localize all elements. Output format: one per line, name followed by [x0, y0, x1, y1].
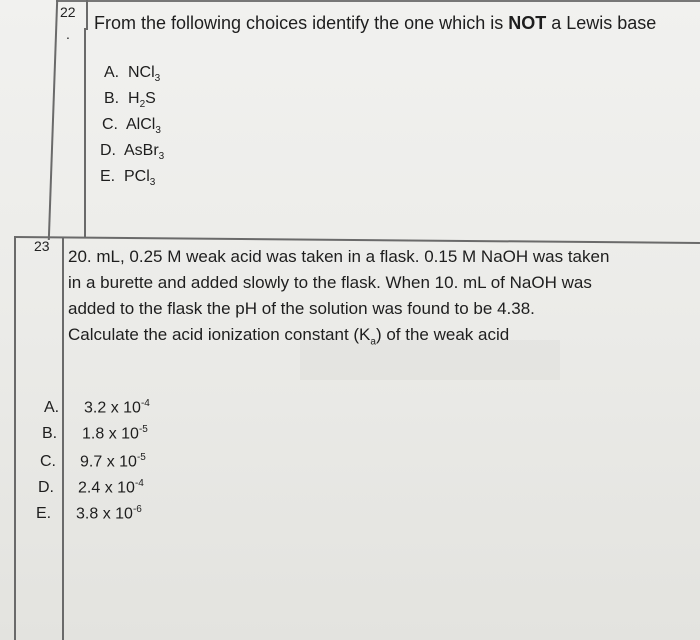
- option-formula: PCl: [124, 168, 150, 185]
- answer-exponent: -6: [132, 504, 142, 515]
- answer-letter: E.: [36, 505, 52, 523]
- option-letter: E.: [100, 168, 116, 185]
- question-separator-line: [14, 236, 700, 244]
- answer-letter: D.: [38, 479, 54, 497]
- q23-answer-c[interactable]: [40, 452, 146, 471]
- answer-exponent: -4: [140, 398, 150, 409]
- option-letter: A.: [104, 64, 120, 81]
- option-subscript: 3: [155, 125, 161, 137]
- answer-letter: A.: [44, 399, 60, 417]
- answer-value: 3.8 x 10: [76, 505, 133, 523]
- ka-subscript: a: [370, 336, 376, 348]
- q22-number-divider: [86, 0, 88, 30]
- q22-option-b[interactable]: [104, 90, 156, 110]
- option-formula: AsBr: [124, 142, 159, 159]
- option-formula: H: [128, 90, 140, 107]
- q23-answer-d[interactable]: [38, 478, 144, 497]
- question-22-text: [94, 10, 656, 36]
- answer-value: 9.7 x 10: [80, 453, 137, 471]
- line-4-end: ) of the weak acid: [375, 325, 510, 344]
- q23-answer-b[interactable]: [42, 424, 148, 443]
- top-border-line: [56, 0, 700, 2]
- option-letter: C.: [102, 116, 118, 133]
- option-subscript: 2: [139, 99, 146, 111]
- question-22-dot: .: [66, 26, 70, 42]
- question-23-text: [68, 244, 610, 355]
- answer-exponent: -4: [134, 478, 144, 489]
- line-4-start: Calculate the acid ionization constant (K: [68, 325, 371, 344]
- q23-answer-e[interactable]: [36, 504, 142, 523]
- question-23-number: 23: [34, 238, 50, 254]
- left-margin-line: [48, 0, 58, 240]
- option-subscript: 3: [158, 151, 165, 163]
- answer-letter: C.: [40, 453, 56, 471]
- question-22-emphasis: NOT: [508, 13, 547, 33]
- q22-column-divider: [84, 28, 86, 238]
- option-subscript: 3: [154, 73, 161, 85]
- question-23-line-1: 20. mL, 0.25 M weak acid was taken in a flask. 0.15 M NaOH was taken: [68, 247, 610, 266]
- question-23-line-4: [68, 322, 588, 355]
- option-subscript: 3: [149, 177, 156, 189]
- question-22-text-end: a Lewis base: [546, 13, 657, 33]
- left-margin-line-lower: [14, 238, 16, 640]
- answer-exponent: -5: [138, 424, 148, 435]
- question-23-line-3: added to the flask the pH of the solution was found to be 4.38.: [68, 299, 535, 318]
- option-letter: D.: [100, 142, 116, 159]
- q22-option-a[interactable]: [104, 64, 160, 84]
- option-formula-tail: S: [145, 90, 156, 107]
- answer-value: 1.8 x 10: [82, 425, 139, 443]
- answer-value: 3.2 x 10: [84, 399, 141, 417]
- question-23-line-2: in a burette and added slowly to the flask. When 10. mL of NaOH was: [68, 273, 592, 292]
- option-formula: NCl: [128, 64, 155, 81]
- option-formula: AlCl: [126, 116, 156, 133]
- question-22-text-start: From the following choices identify the one which is: [94, 13, 509, 33]
- answer-exponent: -5: [136, 452, 146, 463]
- question-22-number: 22: [60, 4, 76, 20]
- option-letter: B.: [104, 90, 120, 107]
- q22-option-c[interactable]: [102, 116, 161, 136]
- answer-letter: B.: [42, 425, 58, 443]
- q23-answer-a[interactable]: [44, 398, 150, 417]
- answer-value: 2.4 x 10: [78, 479, 135, 497]
- q22-option-d[interactable]: [100, 142, 164, 162]
- q22-option-e[interactable]: [100, 168, 155, 188]
